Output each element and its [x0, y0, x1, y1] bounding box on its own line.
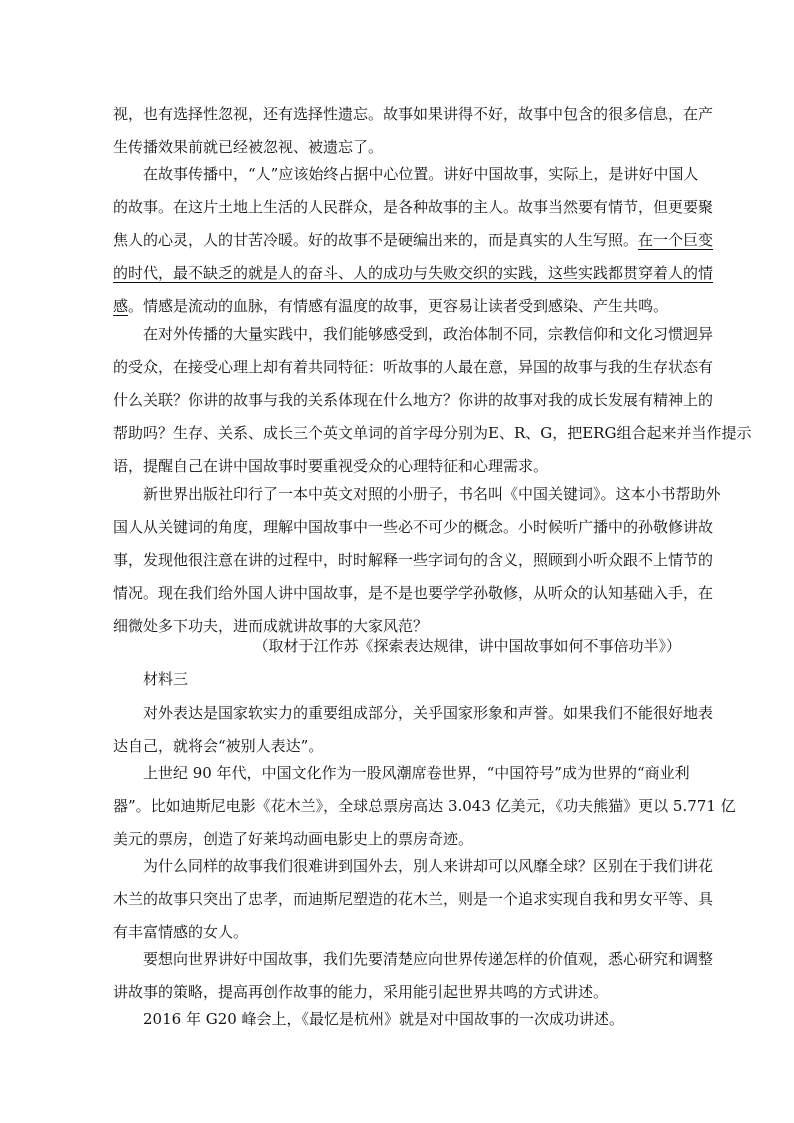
text-line: [113, 697, 714, 730]
underlined-text: 在一个巨变: [638, 231, 714, 249]
paragraph: [113, 757, 736, 856]
line-text: 的故事。在这片土地上生活的人民群众，是各种故事的主人。故事当然要有情节，但更要聚: [113, 198, 714, 216]
line-text: 的受众，在接受心理上却有着共同特征：听故事的人最在意，异国的故事与我的生存状态有: [113, 358, 714, 376]
text-line: [113, 351, 714, 384]
text-line: [113, 384, 714, 417]
text-line: [113, 191, 714, 224]
line-text: 木兰的故事只突出了忠孝，而迪斯尼塑造的花木兰，则是一个追求实现自我和男女平等、具: [113, 890, 714, 908]
line-text: 为什么同样的故事我们很难讲到国外去，別人来讲却可以风靡全球？区别在于我们讲花: [143, 857, 714, 875]
paragraph: [113, 943, 714, 1009]
line-text: 在故事传播中，“人”应该始终占据中心位置。讲好中国故事，实际上，是讲好中国人: [143, 165, 699, 183]
line-text: 焦人的心灵，人的甘苦冷暖。好的故事不是硬编出来的，而是真实的人生写照。: [113, 231, 639, 249]
paragraph: [113, 1003, 681, 1036]
line-text: 达自己，就将会“被别人表达”。: [113, 737, 324, 755]
underlined-text: 感: [113, 297, 129, 315]
line-text: 语，提醒自己在讲中国故事时要重视受众的心理特征和心理需求。: [113, 457, 549, 475]
line-text: 上世纪 90 年代，中国文化作为一股风潮席卷世界，“中国符号”成为世界的“商业利: [143, 764, 690, 782]
line-text: 对外表达是国家软实力的重要组成部分，关乎国家形象和声誉。如果我们不能很好地表: [143, 704, 714, 722]
paragraph: [113, 98, 714, 164]
paragraph: [113, 663, 681, 696]
text-line: [113, 224, 714, 257]
line-text: 器”。比如迪斯尼电影《花木兰》，全球总票房高达 3.043 亿美元，《功夫熊猫》更以 5.771 亿: [113, 797, 736, 815]
text-line: [113, 663, 681, 696]
text-line: [113, 478, 721, 511]
text-line: [113, 790, 736, 823]
text-line: [113, 257, 714, 290]
line-text: 国人从关键词的角度，理解中国故事中一些必不可少的概念。小时候听广播中的孙敬修讲故: [113, 518, 714, 536]
text-line: [113, 544, 714, 577]
paragraph: [113, 478, 721, 643]
text-line: [113, 630, 681, 663]
line-text: 事，发现他很注意在讲的过程中，时时解释一些字词句的含义，照顾到小听众跟不上情节的: [113, 551, 714, 569]
text-line: [113, 318, 714, 351]
paragraph: [113, 318, 752, 483]
line-text: 帮助吗？生存、关系、成长三个英文单词的首字母分别为E、R、G，把ERG组合起来并当作提示: [113, 424, 752, 442]
line-text: 细微处多下功夫，进而成就讲故事的大家风范？: [113, 617, 429, 635]
text-line: [113, 757, 690, 790]
text-line: [113, 417, 752, 450]
text-line: [113, 943, 714, 976]
line-text: 。情感是流动的血脉，有情感有温度的故事，更容易让读者受到感染、产生共鸣。: [128, 297, 669, 315]
line-text: 讲故事的策略，提高再创作故事的能力，采用能引起世界共鸣的方式讲述。: [113, 983, 609, 1001]
line-text: 在对外传播的大量实践中，我们能够感受到，政治体制不同，宗教信仰和文化习惯迥异: [143, 325, 714, 343]
line-text: 材料三: [143, 670, 189, 688]
line-text: 2016 年 G20 峰会上，《最忆是杭州》就是对中国故事的一次成功讲述。: [143, 1010, 625, 1028]
text-line: [113, 883, 714, 916]
paragraph: [113, 697, 714, 763]
line-text: 情况。现在我们给外国人讲中国故事，是不是也要学学孙敬修，从听众的认知基础入手，在: [113, 584, 714, 602]
text-line: [113, 158, 699, 191]
line-text: 什么关联？你讲的故事与我的关系体现在什么地方？你讲的故事对我的成长发展有精神上的: [113, 391, 714, 409]
text-line: [113, 577, 714, 610]
line-text: 视，也有选择性忽视，还有选择性遗忘。故事如果讲得不好，故事中包含的很多信息，在产: [113, 105, 714, 123]
paragraph: [113, 158, 714, 323]
text-line: [113, 511, 714, 544]
line-text: 新世界出版社印行了一本中英文对照的小册子，书名叫《中国关键词》。这本小书帮助外: [143, 485, 721, 503]
line-text: 生传播效果前就已经被忽视、被遗忘了。: [113, 138, 384, 156]
line-text: （取材于江作苏《探索表达规律，讲中国故事如何不事倍功半》）: [253, 637, 681, 655]
text-line: [113, 1003, 681, 1036]
line-text: 美元的票房，创造了好莱坞动画电影史上的票房奇迹。: [113, 830, 474, 848]
underlined-text: 的时代，最不缺乏的就是人的奋斗、人的成功与失败交织的实践，这些实践都贯穿着人的情: [113, 264, 714, 282]
text-line: [113, 98, 714, 131]
paragraph: [113, 850, 714, 949]
line-text: 要想向世界讲好中国故事，我们先要清楚应向世界传递怎样的价值观，悉心研究和调整: [143, 950, 714, 968]
line-text: 有丰富情感的女人。: [113, 923, 249, 941]
source-citation: [113, 630, 681, 663]
text-line: [113, 850, 714, 883]
